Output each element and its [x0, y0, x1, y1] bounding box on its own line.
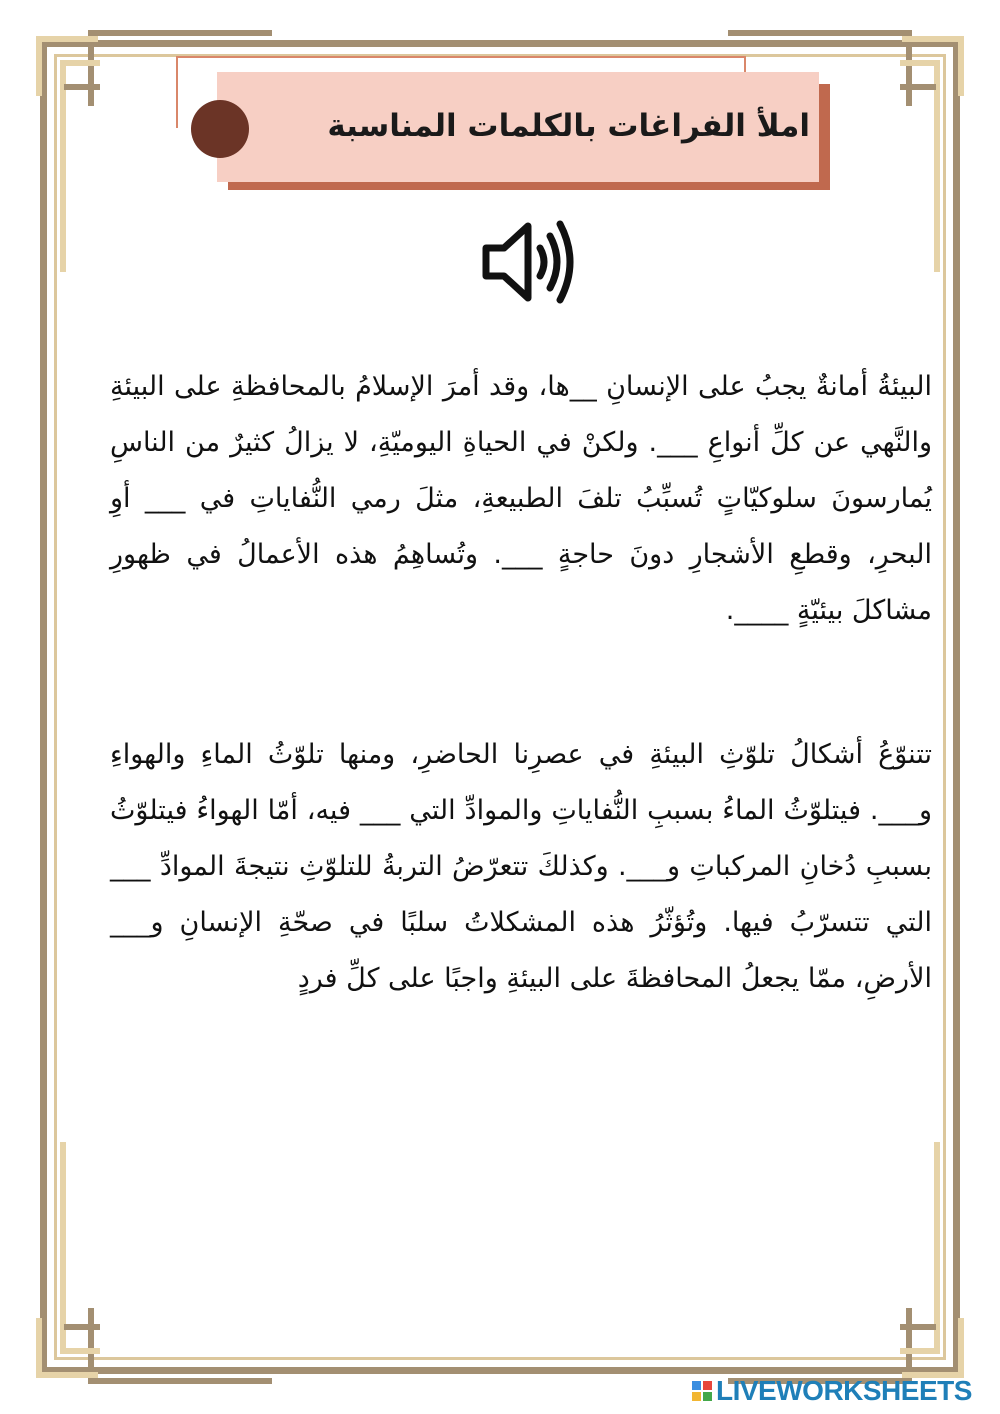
title-dot	[191, 100, 249, 158]
speaker-volume-icon[interactable]	[478, 218, 584, 306]
paragraph-pollution-types: تتنوّعُ أشكالُ تلوّثِ البيئةِ في عصرِنا الحاضرِ، ومنها تلوّثُ الماءِ والهواءِ و___. فيتلوّثُ الماءُ بسببِ النُّفاياتِ والموادِّ التي ___ فيه، أمّا الهواءُ فيتلوّثُ بسببِ دُخانِ المركباتِ و___. وكذلكَ تتعرّضُ التربةُ للتلوّثِ نتيجةَ الموادِّ ___ التي تتسرّبُ فيها. وتُؤثّرُ هذه المشكلاتُ سلبًا في صحّةِ الإنسانِ و___ الأرضِ، ممّا يجعلُ المحافظةَ على البيئةِ واجبًا على كلِّ فردٍ	[110, 739, 932, 994]
watermark-text: LIVEWORKSHEETS	[716, 1375, 972, 1406]
page-title: املأ الفراغات بالكلمات المناسبة	[327, 108, 810, 144]
liveworksheets-logo-icon	[692, 1381, 712, 1401]
paragraph-environment-trust: البيئةُ أمانةٌ يجبُ على الإنسانِ __ها، وقد أمرَ الإسلامُ بالمحافظةِ على البيئةِ والنَّهي عن كلِّ أنواعِ ___. ولكنْ في الحياةِ اليوميّةِ، لا يزالُ كثيرٌ من الناسِ يُمارسونَ سلوكيّاتٍ تُسبِّبُ تلفَ الطبيعةِ، مثلَ رمي النُّفاياتِ في ___ أوِ البحرِ، وقطعِ الأشجارِ دونَ حاجةٍ ___. وتُساهِمُ هذه الأعمالُ في ظهورِ مشاكلَ بيئيّةٍ ____.	[110, 371, 932, 626]
liveworksheets-watermark[interactable]	[692, 1374, 972, 1408]
